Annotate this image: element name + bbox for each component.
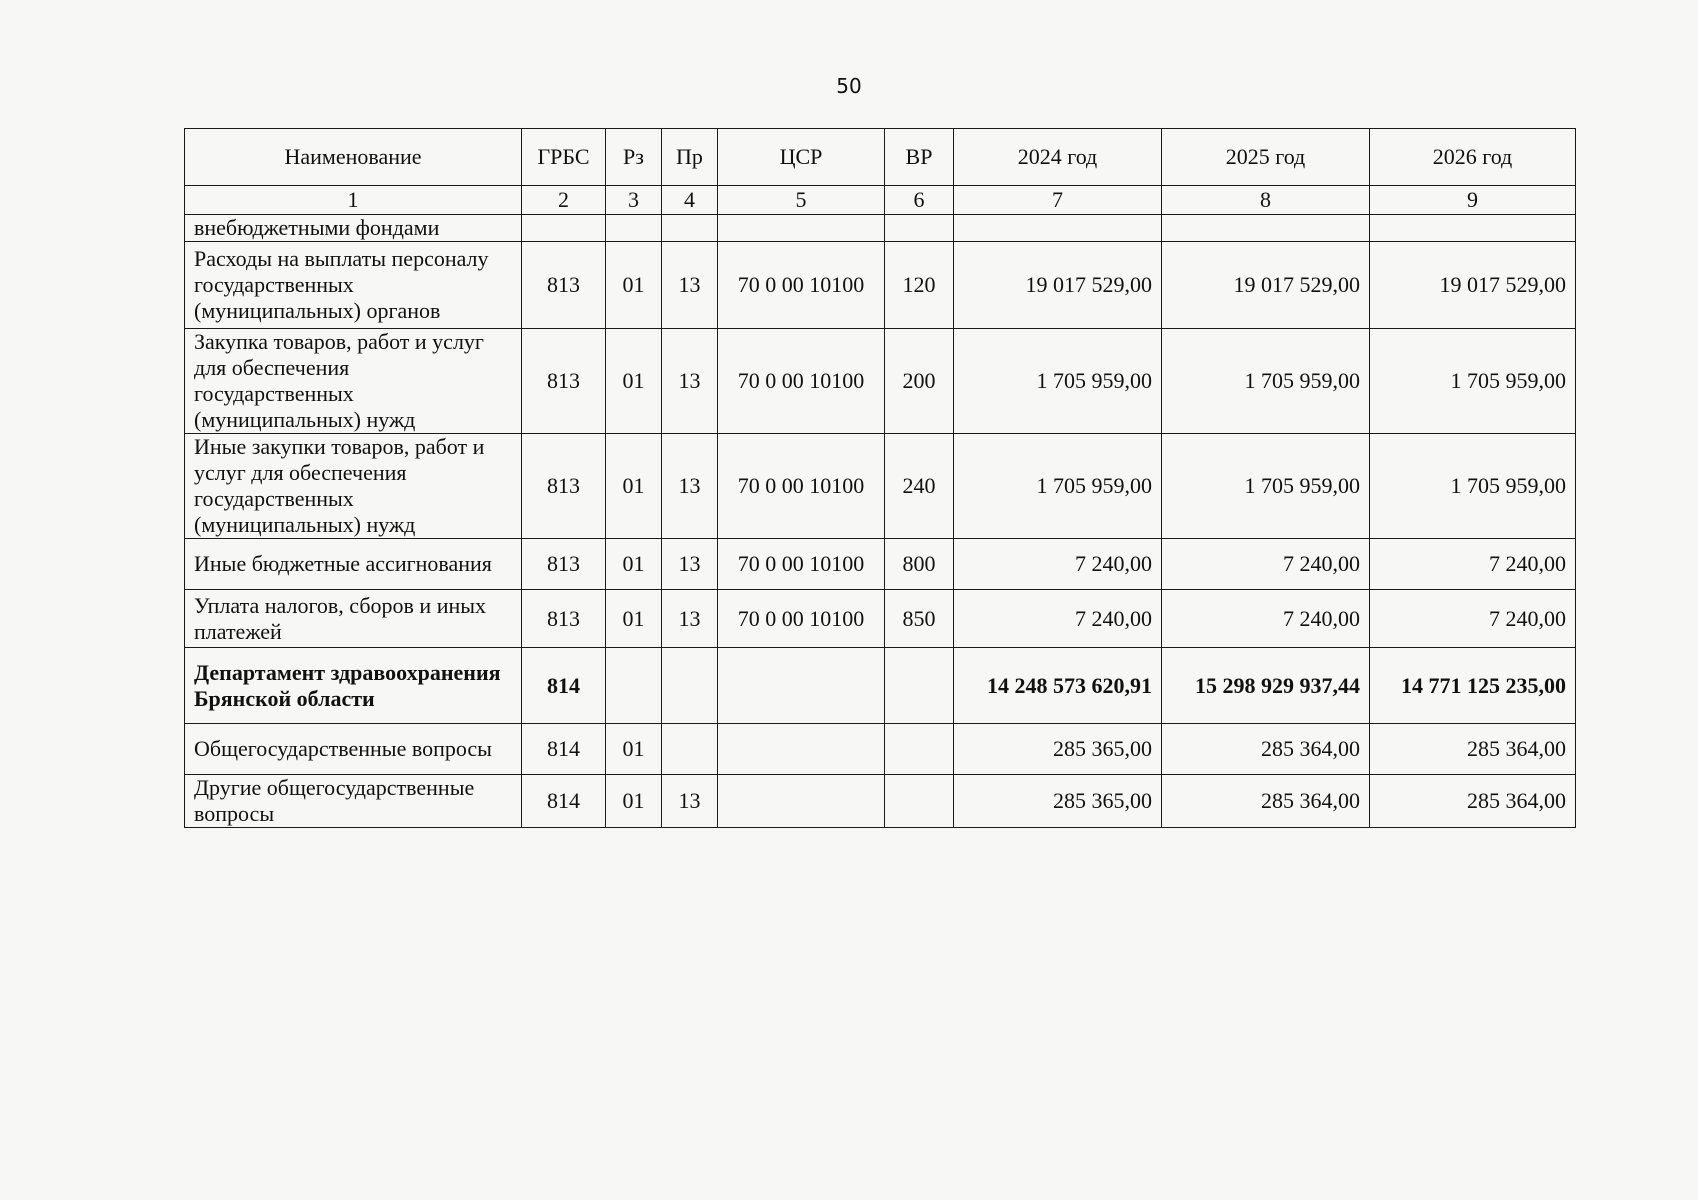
cell-csr xyxy=(718,724,885,775)
cell-2024: 1 705 959,00 xyxy=(954,329,1162,434)
header-vr: ВР xyxy=(885,129,954,186)
column-number: 3 xyxy=(606,186,662,215)
cell-name: Закупка товаров, работ и услуг для обеспечения государственных (муниципальных) нужд xyxy=(185,329,522,434)
table-row xyxy=(185,775,1576,828)
cell-vr: 800 xyxy=(885,539,954,590)
header-pr: Пр xyxy=(662,129,718,186)
cell-2025: 1 705 959,00 xyxy=(1162,434,1370,539)
cell-rz: 01 xyxy=(606,242,662,329)
cell-2024: 19 017 529,00 xyxy=(954,242,1162,329)
cell-csr: 70 0 00 10100 xyxy=(718,590,885,648)
header-csr: ЦСР xyxy=(718,129,885,186)
column-number-row xyxy=(185,186,1576,215)
cell-2026: 1 705 959,00 xyxy=(1370,329,1576,434)
header-rz: Рз xyxy=(606,129,662,186)
cell-grbs: 813 xyxy=(522,329,606,434)
cell-name: Департамент здравоохранения Брянской области xyxy=(185,648,522,724)
cell-name: Общегосударственные вопросы xyxy=(185,724,522,775)
cell-pr: 13 xyxy=(662,242,718,329)
cell-2026: 7 240,00 xyxy=(1370,590,1576,648)
cell-rz: 01 xyxy=(606,539,662,590)
table-row xyxy=(185,329,1576,434)
cell-pr: 13 xyxy=(662,434,718,539)
cell-rz: 01 xyxy=(606,329,662,434)
cell-2026: 7 240,00 xyxy=(1370,539,1576,590)
column-number: 4 xyxy=(662,186,718,215)
cell-vr: 200 xyxy=(885,329,954,434)
cell-vr: 120 xyxy=(885,242,954,329)
cell-grbs: 813 xyxy=(522,434,606,539)
cell-vr: 850 xyxy=(885,590,954,648)
table-row xyxy=(185,724,1576,775)
column-number: 8 xyxy=(1162,186,1370,215)
cell-name: Другие общегосударственные вопросы xyxy=(185,775,522,828)
table-row xyxy=(185,648,1576,724)
cell-name: Иные закупки товаров, работ и услуг для обеспечения государственных (муниципальных) нужд xyxy=(185,434,522,539)
cell-2024 xyxy=(954,215,1162,242)
cell-csr xyxy=(718,775,885,828)
cell-name: Уплата налогов, сборов и иных платежей xyxy=(185,590,522,648)
cell-vr xyxy=(885,724,954,775)
cell-rz: 01 xyxy=(606,724,662,775)
header-grbs: ГРБС xyxy=(522,129,606,186)
column-number: 7 xyxy=(954,186,1162,215)
header-name: Наименование xyxy=(185,129,522,186)
cell-rz: 01 xyxy=(606,775,662,828)
cell-name: Расходы на выплаты персоналу государственных (муниципальных) органов xyxy=(185,242,522,329)
cell-2024: 7 240,00 xyxy=(954,539,1162,590)
cell-2024: 7 240,00 xyxy=(954,590,1162,648)
cell-pr: 13 xyxy=(662,590,718,648)
cell-name: внебюджетными фондами xyxy=(185,215,522,242)
cell-grbs: 814 xyxy=(522,775,606,828)
cell-rz xyxy=(606,215,662,242)
column-number: 1 xyxy=(185,186,522,215)
cell-2026 xyxy=(1370,215,1576,242)
table-row xyxy=(185,434,1576,539)
cell-2024: 1 705 959,00 xyxy=(954,434,1162,539)
cell-pr xyxy=(662,724,718,775)
cell-2025: 15 298 929 937,44 xyxy=(1162,648,1370,724)
cell-csr: 70 0 00 10100 xyxy=(718,329,885,434)
column-number: 6 xyxy=(885,186,954,215)
table-row xyxy=(185,590,1576,648)
cell-csr xyxy=(718,648,885,724)
cell-csr xyxy=(718,215,885,242)
cell-2024: 14 248 573 620,91 xyxy=(954,648,1162,724)
cell-csr: 70 0 00 10100 xyxy=(718,434,885,539)
cell-vr xyxy=(885,215,954,242)
header-2024: 2024 год xyxy=(954,129,1162,186)
cell-pr: 13 xyxy=(662,775,718,828)
cell-2025: 1 705 959,00 xyxy=(1162,329,1370,434)
header-row xyxy=(185,129,1576,186)
column-number: 9 xyxy=(1370,186,1576,215)
table-body xyxy=(185,215,1576,828)
cell-2025: 7 240,00 xyxy=(1162,539,1370,590)
cell-csr: 70 0 00 10100 xyxy=(718,242,885,329)
header-2026: 2026 год xyxy=(1370,129,1576,186)
cell-2026: 14 771 125 235,00 xyxy=(1370,648,1576,724)
cell-2026: 1 705 959,00 xyxy=(1370,434,1576,539)
cell-vr: 240 xyxy=(885,434,954,539)
cell-rz: 01 xyxy=(606,590,662,648)
column-number: 5 xyxy=(718,186,885,215)
cell-vr xyxy=(885,775,954,828)
cell-pr: 13 xyxy=(662,329,718,434)
cell-grbs: 813 xyxy=(522,242,606,329)
cell-2025: 285 364,00 xyxy=(1162,724,1370,775)
table-row xyxy=(185,242,1576,329)
cell-2024: 285 365,00 xyxy=(954,724,1162,775)
cell-csr: 70 0 00 10100 xyxy=(718,539,885,590)
page-number: 50 xyxy=(836,74,862,98)
cell-2026: 19 017 529,00 xyxy=(1370,242,1576,329)
budget-table xyxy=(184,128,1576,828)
cell-pr: 13 xyxy=(662,539,718,590)
column-number: 2 xyxy=(522,186,606,215)
cell-vr xyxy=(885,648,954,724)
cell-2024: 285 365,00 xyxy=(954,775,1162,828)
cell-rz: 01 xyxy=(606,434,662,539)
cell-2025: 7 240,00 xyxy=(1162,590,1370,648)
cell-2026: 285 364,00 xyxy=(1370,775,1576,828)
cell-name: Иные бюджетные ассигнования xyxy=(185,539,522,590)
cell-grbs: 813 xyxy=(522,590,606,648)
cell-2025: 285 364,00 xyxy=(1162,775,1370,828)
cell-grbs xyxy=(522,215,606,242)
cell-grbs: 813 xyxy=(522,539,606,590)
cell-pr xyxy=(662,648,718,724)
cell-pr xyxy=(662,215,718,242)
cell-2025: 19 017 529,00 xyxy=(1162,242,1370,329)
cell-grbs: 814 xyxy=(522,724,606,775)
header-2025: 2025 год xyxy=(1162,129,1370,186)
table-row xyxy=(185,539,1576,590)
cell-2025 xyxy=(1162,215,1370,242)
cell-grbs: 814 xyxy=(522,648,606,724)
cell-rz xyxy=(606,648,662,724)
cell-2026: 285 364,00 xyxy=(1370,724,1576,775)
table-row xyxy=(185,215,1576,242)
